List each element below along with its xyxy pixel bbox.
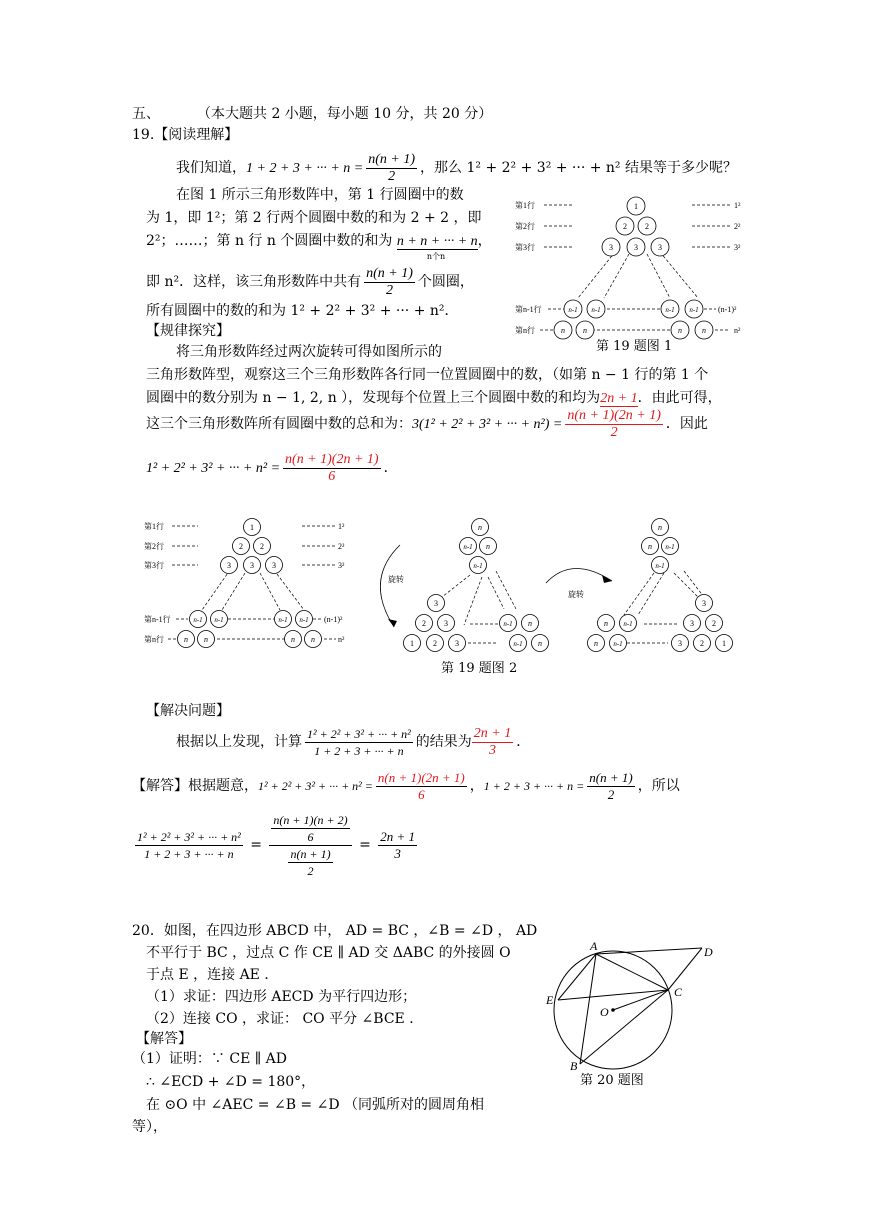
row-square: (n-1)²	[718, 305, 737, 314]
svg-text:第3行: 第3行	[144, 561, 164, 570]
q20-line: ∴ ∠ECD + ∠D = 180°，	[146, 1074, 316, 1090]
point-label-E: E	[546, 993, 554, 1007]
q19-paragraph-line: 1² + 2² + 3² + ··· + n² = $\frac{n(n + 1)(2n + 1)}{6}$ ．	[146, 451, 398, 484]
brace-label: n个n	[426, 252, 446, 261]
svg-text:3: 3	[702, 599, 706, 608]
svg-text:n: n	[594, 639, 598, 648]
svg-text:n-1: n-1	[591, 306, 601, 314]
point-label-B: B	[570, 1059, 578, 1073]
q19-intro-line: 我们知道，1 + 2 + 3 + ··· + n = $\frac{n(n + 1)}{2}$ ，那么 1² + 2² + 3² + ··· + n² 结果等于多少呢？	[176, 151, 737, 184]
figure-20-caption: 第 20 题图	[580, 1073, 644, 1088]
triangle-figure-1	[512, 190, 748, 358]
row-label: 第n行	[515, 326, 535, 335]
svg-text:第1行: 第1行	[144, 522, 164, 531]
svg-text:2: 2	[700, 639, 704, 648]
q20-line: 于点 E ，连接 AE ．	[146, 967, 279, 983]
svg-text:n: n	[648, 542, 652, 551]
svg-text:n: n	[478, 523, 482, 532]
rotate-arrow-icon	[380, 545, 400, 627]
svg-text:1²: 1²	[338, 522, 345, 531]
row-label: 第3行	[515, 243, 535, 252]
final-equation: $\frac{\text{1² + 2² + 3² + ··· + n²}}{1 + 2 + 3 + \cdot\cdot\cdot + n}$ = $\frac{\frac{n(n + 1)(n + 2)}{6}}{\frac{n(n + 1)}{2}}$ = $\frac{2n + 1}{3}$	[137, 812, 416, 878]
q19-paragraph-line: 即 n²．这样，该三角形数阵中共有 $\frac{n(n + 1)}{2}$ 个圆圈，	[146, 265, 474, 298]
svg-text:3²: 3²	[338, 561, 345, 570]
svg-text:n: n	[561, 326, 565, 335]
section-label: 五、	[132, 106, 160, 122]
svg-text:n-1: n-1	[568, 306, 578, 314]
svg-text:n: n	[538, 639, 542, 648]
svg-text:n-1: n-1	[193, 616, 203, 624]
point-label-A: A	[590, 939, 598, 953]
svg-text:n²: n²	[338, 635, 345, 644]
answer-line: 【解答】根据题意，1² + 2² + 3² + ··· + n² = $\frac{n(n + 1)(2n + 1)}{6}$ ，1 + 2 + 3 + ··· + n = $\frac{n(n + 1)}{2}$ ，所以	[132, 769, 680, 802]
svg-text:3: 3	[227, 561, 231, 570]
svg-text:3: 3	[678, 639, 682, 648]
answer-blank-4: $\frac{2n + 1}{3}$	[473, 725, 512, 758]
svg-text:3: 3	[434, 599, 438, 608]
row-label: 第1行	[515, 201, 535, 210]
svg-text:n: n	[528, 619, 532, 628]
brace-sum: n + n + ··· + n	[396, 234, 478, 249]
svg-text:2: 2	[645, 222, 649, 231]
svg-text:3: 3	[250, 561, 254, 570]
row-label: 第2行	[515, 222, 535, 231]
svg-text:3: 3	[658, 243, 662, 252]
svg-text:2²: 2²	[338, 542, 345, 551]
row-square: 3²	[734, 243, 741, 252]
q20-line: 在 ⊙O 中 ∠AEC = ∠B = ∠D （同弧所对的圆周角相	[146, 1097, 485, 1113]
svg-text:n: n	[678, 326, 682, 335]
row-square: 1²	[734, 201, 741, 210]
svg-text:2: 2	[260, 542, 264, 551]
svg-text:n-1: n-1	[503, 620, 513, 628]
svg-text:3: 3	[455, 639, 459, 648]
q19-paragraph-line: 将三角形数阵经过两次旋转可得如图所示的	[176, 344, 442, 360]
svg-text:n-1: n-1	[473, 562, 483, 570]
svg-text:(n-1)²: (n-1)²	[324, 615, 343, 624]
svg-text:n: n	[702, 326, 706, 335]
svg-text:n-1: n-1	[513, 640, 523, 648]
rotate-label: 旋转	[388, 575, 404, 584]
svg-text:2: 2	[712, 619, 716, 628]
svg-text:n: n	[486, 542, 490, 551]
svg-text:n: n	[291, 635, 295, 644]
svg-text:1: 1	[722, 639, 726, 648]
q19-paragraph-line: 这三个三角形数阵所有圆圈中数的总和为：3(1² + 2² + 3² + ··· + n²) = $\frac{n(n + 1)(2n + 1)}{2}$ ．因此	[146, 407, 708, 440]
q20-line: 等），	[132, 1119, 167, 1135]
row-square: n²	[734, 326, 741, 335]
svg-text:1: 1	[634, 202, 638, 211]
svg-text:n-1: n-1	[665, 543, 675, 551]
svg-text:n: n	[311, 635, 315, 644]
q20-line: （1）证明：∵ CE ∥ AD	[132, 1051, 287, 1067]
svg-text:1: 1	[410, 639, 414, 648]
triangle-figure-2	[142, 515, 746, 660]
svg-text:n: n	[583, 326, 587, 335]
svg-text:第n行: 第n行	[144, 635, 164, 644]
svg-text:n: n	[184, 635, 188, 644]
solve-line: 根据以上发现，计算 $\frac{\text{1² + 2² + 3² + ··· + n²}}{1 + 2 + 3 + \cdot\cdot\cdot + n}$ 的结果为 $\frac{2n + 1}{3}$ ．	[176, 725, 531, 758]
row-square: 2²	[734, 222, 741, 231]
section-description: （本大题共 2 小题，每小题 10 分，共 20 分）	[197, 106, 493, 122]
svg-text:n-1: n-1	[613, 640, 623, 648]
svg-text:3: 3	[444, 619, 448, 628]
svg-text:n-1: n-1	[463, 543, 473, 551]
svg-text:2: 2	[422, 619, 426, 628]
q19-paragraph-line: 为 1，即 1²；第 2 行两个圆圈中数的和为 2 + 2 ，即	[146, 210, 482, 226]
point-label-C: C	[674, 985, 683, 999]
rotate-label: 旋转	[568, 590, 584, 599]
q20-line: 20．如图，在四边形 ABCD 中， AD = BC ，∠B = ∠D ， AD	[132, 923, 538, 939]
svg-text:3: 3	[690, 619, 694, 628]
solve-title: 【解决问题】	[146, 703, 230, 719]
answer-blank-2: $\frac{n(n + 1)(2n + 1)}{2}$	[567, 407, 661, 440]
svg-text:n-1: n-1	[214, 616, 224, 624]
svg-text:n-1: n-1	[665, 306, 675, 314]
point-label-O: O	[600, 1005, 609, 1019]
svg-text:n-1: n-1	[623, 620, 633, 628]
law-title: 【规律探究】	[146, 323, 230, 339]
q19-paragraph-line: 圆圈中的数分别为 n − 1, 2, n ），发现每个位置上三个圆圈中数的和均为2n + 1．由此可得，	[146, 390, 722, 406]
svg-text:3: 3	[634, 243, 638, 252]
q19-title: 19.【阅读理解】	[132, 127, 239, 143]
figure-2-caption: 第 19 题图 2	[441, 661, 518, 676]
point-label-D: D	[704, 945, 713, 959]
svg-text:n: n	[604, 619, 608, 628]
q20-line: 不平行于 BC ，过点 C 作 CE ∥ AD 交 ΔABC 的外接圆 O	[146, 945, 511, 961]
q19-paragraph-line: 在图 1 所示三角形数阵中，第 1 行圆圈中的数	[176, 187, 464, 203]
svg-text:第n-1行: 第n-1行	[144, 615, 171, 624]
answer-blank-3: $\frac{n(n + 1)(2n + 1)}{6}$	[285, 451, 379, 484]
fraction-sum-formula: $\frac{n(n + 1)}{2}$	[368, 151, 416, 184]
row-label: 第n-1行	[515, 305, 542, 314]
q19-paragraph-line: 2²；……；第 n 行 n 个圆圈中数的和为 n + n + ··· + n n个n ，	[146, 232, 492, 251]
svg-text:2: 2	[623, 222, 627, 231]
q20-line: （1）求证：四边形 AECD 为平行四边形；	[146, 989, 417, 1005]
svg-text:n-1: n-1	[278, 616, 288, 624]
svg-text:3: 3	[609, 243, 613, 252]
rotate-arrow-icon	[546, 568, 612, 583]
svg-text:n-1: n-1	[689, 306, 699, 314]
svg-text:n: n	[658, 523, 662, 532]
svg-text:2: 2	[433, 639, 437, 648]
q19-paragraph-line: 三角形数阵型，观察这三个三角形数阵各行同一位置圆圈中的数，（如第 n − 1 行的第 1 个	[146, 367, 709, 383]
figure-1-caption: 第 19 题图 1	[596, 339, 673, 354]
svg-text:n: n	[204, 635, 208, 644]
svg-text:n-1: n-1	[299, 616, 309, 624]
answer-blank-1: 2n + 1	[600, 391, 638, 406]
q20-answer-title: 【解答】	[136, 1031, 192, 1047]
q20-line: （2）连接 CO ，求证： CO 平分 ∠BCE ．	[146, 1011, 424, 1027]
svg-text:第2行: 第2行	[144, 542, 164, 551]
svg-text:n-1: n-1	[655, 562, 665, 570]
circle-quadrilateral-figure	[540, 938, 740, 1078]
svg-text:2: 2	[239, 542, 243, 551]
svg-text:1: 1	[250, 523, 254, 532]
svg-text:3: 3	[272, 561, 276, 570]
q19-paragraph-line: 所有圆圈中的数的和为 1² + 2² + 3² + ··· + n²．	[146, 303, 459, 319]
